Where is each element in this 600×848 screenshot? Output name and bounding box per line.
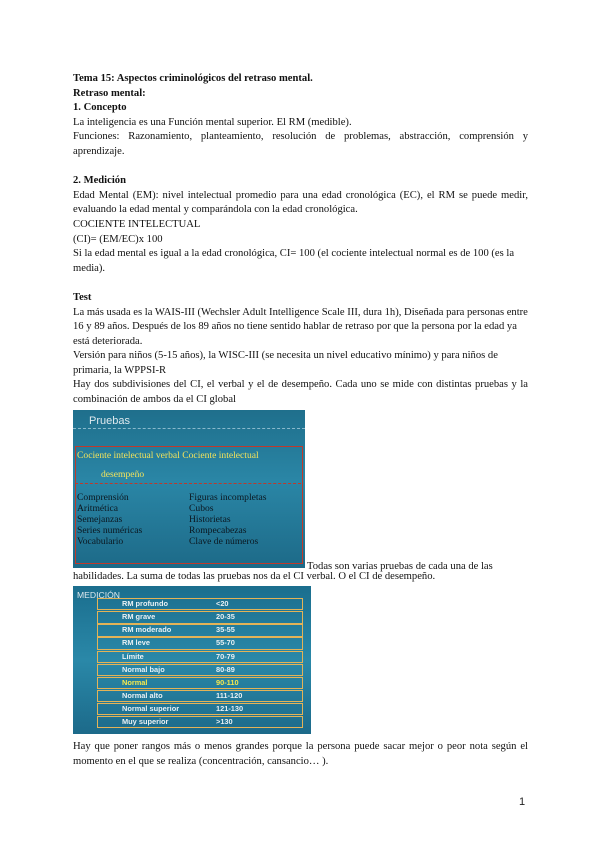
section-2-p1: Edad Mental (EM): nivel intelectual promedio para una edad cronológica (EC), el RM se puede medir, evaluando la edad mental y comparándola con la edad cronológica. [73, 189, 528, 216]
medicion-row: RM grave 20-35 [97, 611, 303, 623]
medicion-row: Normal alto 111-120 [97, 690, 303, 702]
medicion-row: RM leve 55-70 [97, 637, 303, 649]
test-heading: Test [73, 291, 92, 303]
medicion-row: Límite 70-79 [97, 651, 303, 663]
pruebas-row: Comprensión Figuras incompletas [77, 491, 267, 503]
page-number: 1 [519, 796, 526, 808]
pruebas-row: Series numéricas Rompecabezas [77, 525, 247, 537]
after-slide-text-a: Todas son varias pruebas de cada una de las [307, 560, 493, 572]
section-2-heading: 2. Medición [73, 175, 126, 187]
test-p2: Versión para niños (5-15 años), la WISC-III (se necesita un nivel educativo mínimo) y para niños de primaria, la WPPSI-R [73, 350, 498, 376]
medicion-row: RM profundo <20 [97, 598, 303, 610]
doc-title: Tema 15: Aspectos criminológicos del retraso mental. [73, 73, 313, 84]
section-1-p1: La inteligencia es una Función mental superior. El RM (medible). [73, 116, 352, 128]
section-2-p2: COCIENTE INTELECTUAL [73, 218, 201, 230]
medicion-row-normal: Normal 90-110 [97, 677, 303, 689]
medicion-row: Muy superior >130 [97, 716, 303, 728]
heading-ci-verbal: Cociente intelectual verbal [77, 449, 180, 461]
pruebas-slide-title: Pruebas [89, 414, 130, 427]
document-body [73, 72, 528, 769]
test-p3: Hay dos subdivisiones del CI, el verbal y el de desempeño. Cada uno se mide con distintas pruebas y la combinación de ambos da el CI global [73, 379, 528, 406]
doc-subtitle: Retraso mental: [73, 87, 146, 99]
heading-desempeno: desempeño [101, 468, 145, 480]
section-2-p3: (CI)= (EM/EC)x 100 [73, 233, 163, 245]
test-last-paragraph: Hay que poner rangos más o menos grandes porque la persona puede sacar mejor o peor nota según el momento en el que se realiza (concentración, cansancio… ). [73, 741, 528, 767]
section-2-p4: Si la edad mental es igual a la edad cronológica, CI= 100 (el cociente intelectual normal es de 100 (es la media). [73, 248, 515, 274]
pruebas-row: Aritmética Cubos [77, 502, 214, 514]
test-p1: La más usada es la WAIS-III (Wechsler Adult Intelligence Scale III, dura 1h), Diseñada para personas entre 16 y 89 años. Después de los 89 años no tiene sentido hablar de retraso por que la persona por la edad ya está deteriorada. [73, 306, 528, 347]
pruebas-row: Semejanzas Historietas [77, 514, 231, 526]
pruebas-grid [77, 492, 301, 548]
pruebas-slide [73, 410, 305, 568]
section-1-heading: 1. Concepto [73, 102, 127, 114]
medicion-slide-title: MEDICIÓN [77, 590, 120, 601]
section-1-p2: Funciones: Razonamiento, planteamiento, resolución de problemas, abstracción, comprensión y aprendizaje. [73, 131, 528, 157]
heading-ci-manipulativo: Cociente intelectual [182, 449, 259, 461]
medicion-row: Normal superior 121-130 [97, 703, 303, 715]
medicion-slide [73, 586, 311, 734]
medicion-row: Normal bajo 80-89 [97, 664, 303, 676]
medicion-table [97, 598, 303, 729]
after-slide-text-b: habilidades. La suma de todas las pruebas nos da el CI verbal. O el CI de desempeño. [73, 570, 436, 582]
pruebas-slide-block [73, 410, 528, 570]
pruebas-row: Vocabulario Clave de números [77, 536, 259, 548]
medicion-row: RM moderado 35-55 [97, 624, 303, 636]
